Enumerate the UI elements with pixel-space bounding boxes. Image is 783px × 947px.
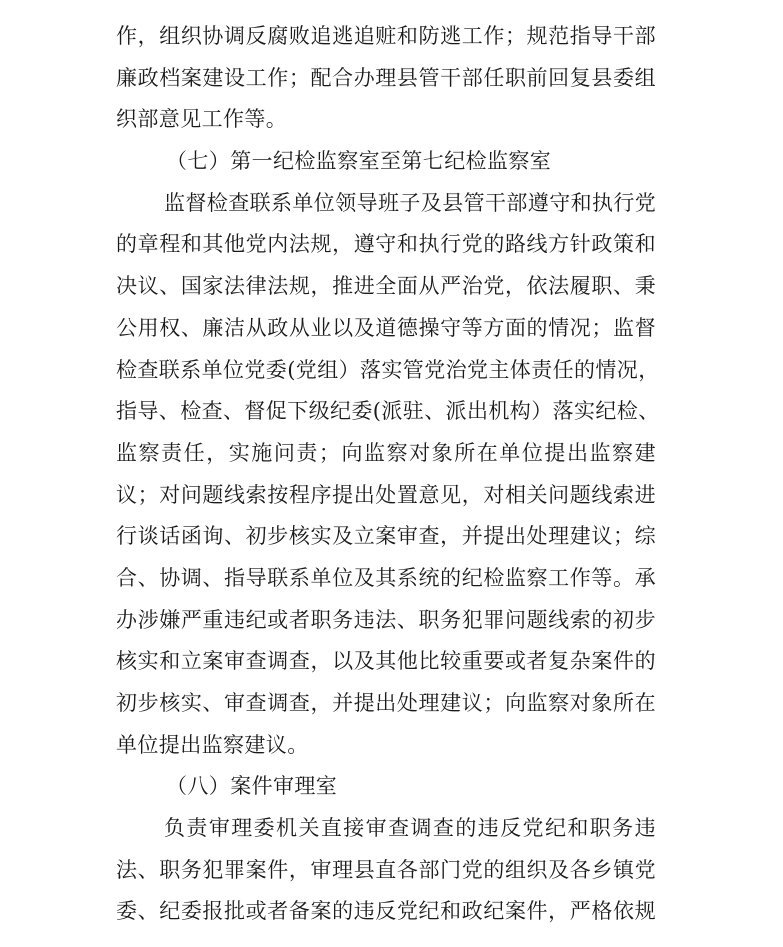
text-line: 议；对问题线索按程序提出处置意见，对相关问题线索进 [116, 482, 656, 507]
section-heading-7: （七）第一纪检监察室至第七纪检监察室 [166, 149, 552, 174]
section-heading-8: （八）案件审理室 [166, 774, 338, 799]
text-line: 监察责任，实施问责；向监察对象所在单位提出监察建 [116, 440, 656, 465]
text-line: 办涉嫌严重违纪或者职务违法、职务犯罪问题线索的初步 [116, 607, 656, 632]
text-line: 检查联系单位党委(党组）落实管党治党主体责任的情况， [116, 357, 660, 382]
text-line: 指导、检查、督促下级纪委(派驻、派出机构）落实纪检、 [116, 399, 660, 424]
text-line: 核实和立案审查调查，以及其他比较重要或者复杂案件的 [116, 649, 656, 674]
text-line: 廉政档案建设工作；配合办理县管干部任职前回复县委组 [116, 65, 656, 90]
text-line: 织部意见工作等。 [116, 107, 288, 132]
text-line: 法、职务犯罪案件，审理县直各部门党的组织及各乡镇党 [116, 857, 656, 882]
text-line: 行谈话函询、初步核实及立案审查，并提出处理建议；综 [116, 524, 656, 549]
text-line: 单位提出监察建议。 [116, 732, 309, 757]
text-line: 委、纪委报批或者备案的违反党纪和政纪案件，严格依规 [116, 899, 656, 924]
text-line: 决议、国家法律法规，推进全面从严治党，依法履职、秉 [116, 274, 656, 299]
text-line: 初步核实、审查调查，并提出处理建议；向监察对象所在 [116, 691, 656, 715]
text-line: 作，组织协调反腐败追逃追赃和防逃工作；规范指导干部 [116, 24, 656, 48]
text-line: 合、协调、指导联系单位及其系统的纪检监察工作等。承 [116, 565, 656, 590]
text-line: 公用权、廉洁从政从业以及道德操守等方面的情况；监督 [116, 315, 656, 340]
paragraph-first-line: 监督检查联系单位领导班子及县管干部遵守和执行党 [164, 190, 657, 215]
text-line: 的章程和其他党内法规，遵守和执行党的路线方针政策和 [116, 232, 656, 257]
paragraph-first-line: 负责审理委机关直接审查调查的违反党纪和职务违 [164, 816, 656, 841]
